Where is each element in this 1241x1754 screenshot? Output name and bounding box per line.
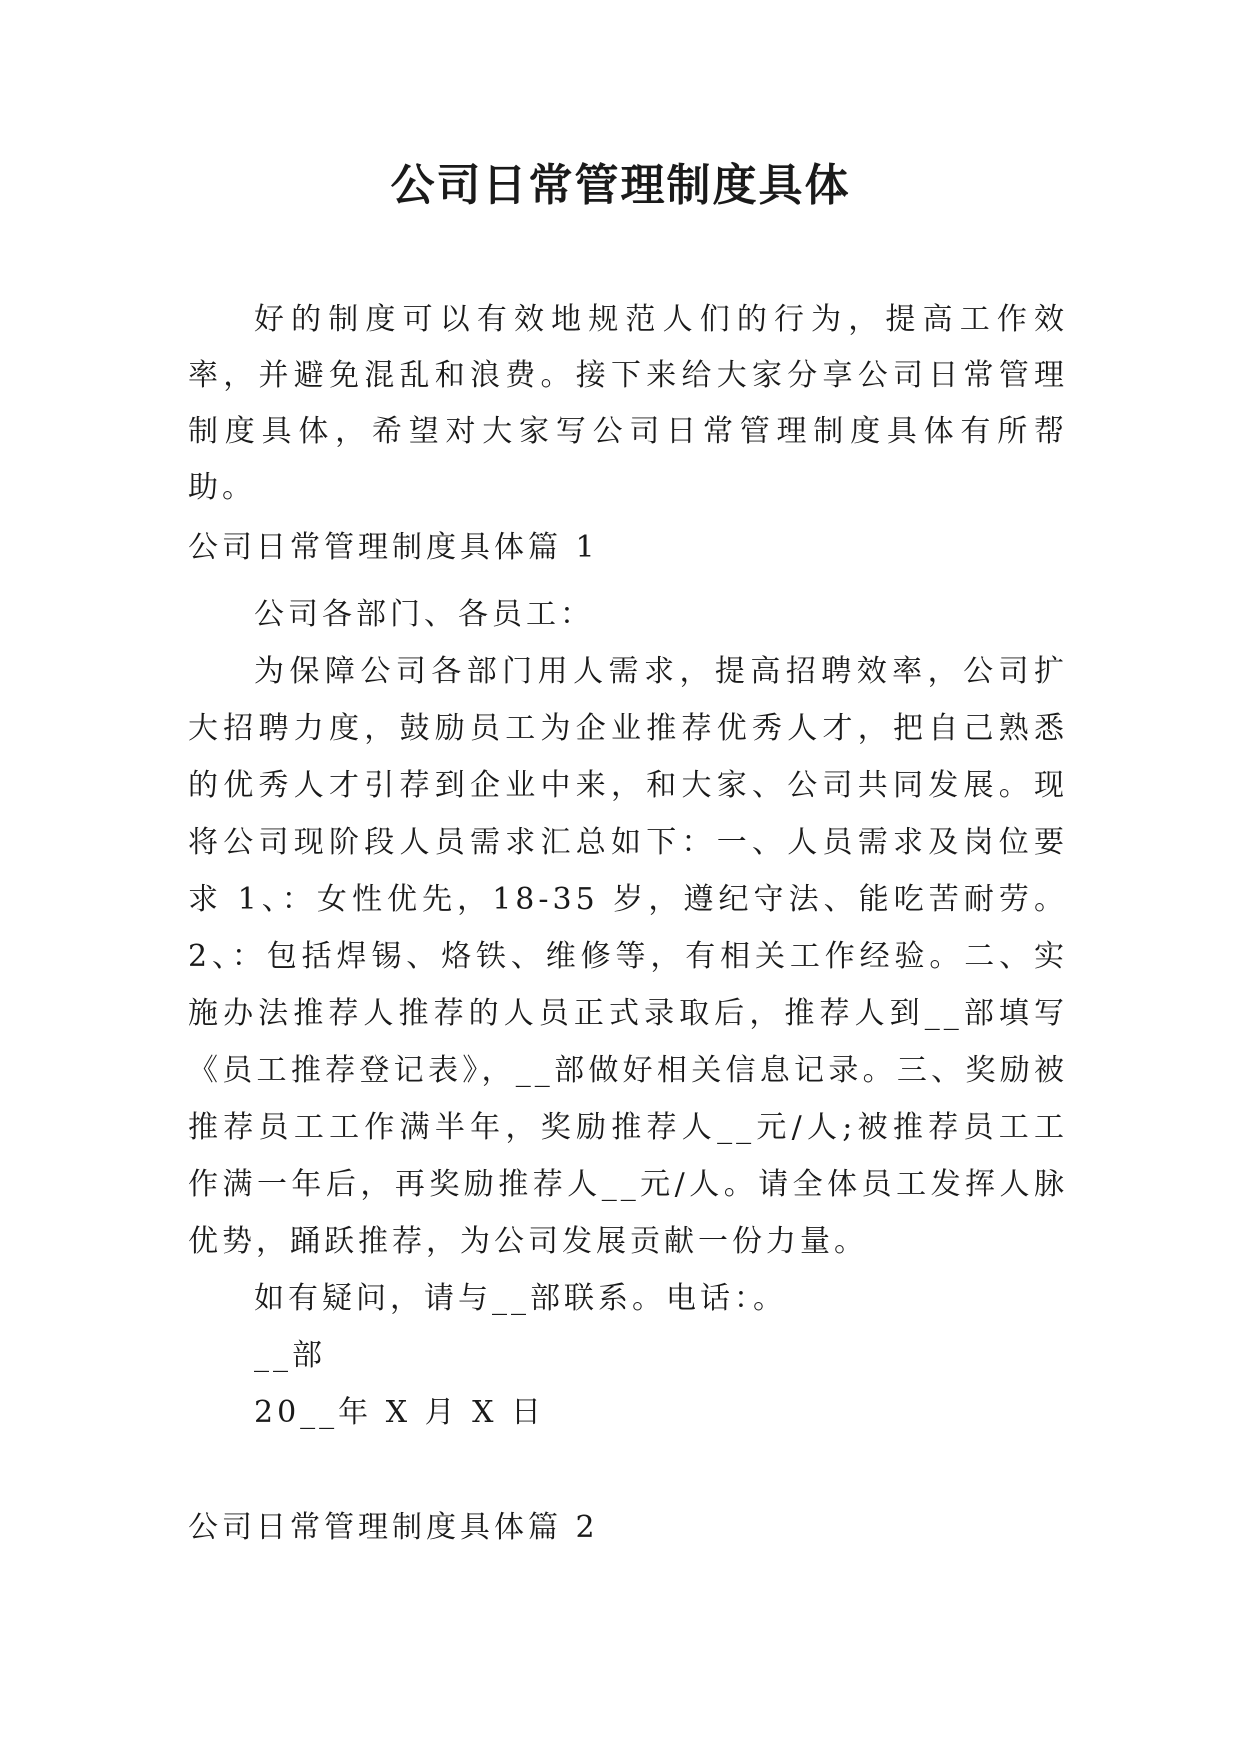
signature-date: 20__年 X 月 X 日 — [254, 1395, 546, 1430]
notice-paragraph: 为保障公司各部门用人需求，提高招聘效率，公司扩大招聘力度，鼓励员工为企业推荐优秀人才，把自己熟悉的优秀人才引荐到企业中来，和大家、公司共同发展。现将公司现阶段人员需求汇总如下：一、人员需求及岗位要求 1、：女性优先，18-35 岁，遵纪守法、能吃苦耐劳。2、：包括焊锡、烙铁、维修等，有相关工作经验。二、实施办法推荐人推荐的人员正式录取后，推荐人到__部填写《员工推荐登记表》，__部做好相关信息记录。三、奖励被推荐员工工作满半年，奖励推荐人__元/人;被推荐员工工作满一年后，再奖励推荐人__元/人。请全体员工发挥人脉优势，踊跃推荐，为公司发展贡献一份力量。 — [188, 654, 1068, 1259]
salutation: 公司各部门、各员工： — [254, 597, 594, 632]
section-2-heading: 公司日常管理制度具体篇 2 — [188, 1510, 599, 1545]
document-title: 公司日常管理制度具体 — [390, 160, 851, 211]
section-1-body — [188, 586, 1068, 1441]
section-1-heading: 公司日常管理制度具体篇 1 — [188, 530, 599, 565]
intro-paragraph: 好的制度可以有效地规范人们的行为，提高工作效率，并避免混乱和浪费。接下来给大家分享公司日常管理制度具体，希望对大家写公司日常管理制度具体有所帮助。 — [188, 302, 1068, 505]
contact-line: 如有疑问，请与__部联系。电话：。 — [254, 1281, 787, 1316]
signature-department: __部 — [254, 1338, 326, 1373]
